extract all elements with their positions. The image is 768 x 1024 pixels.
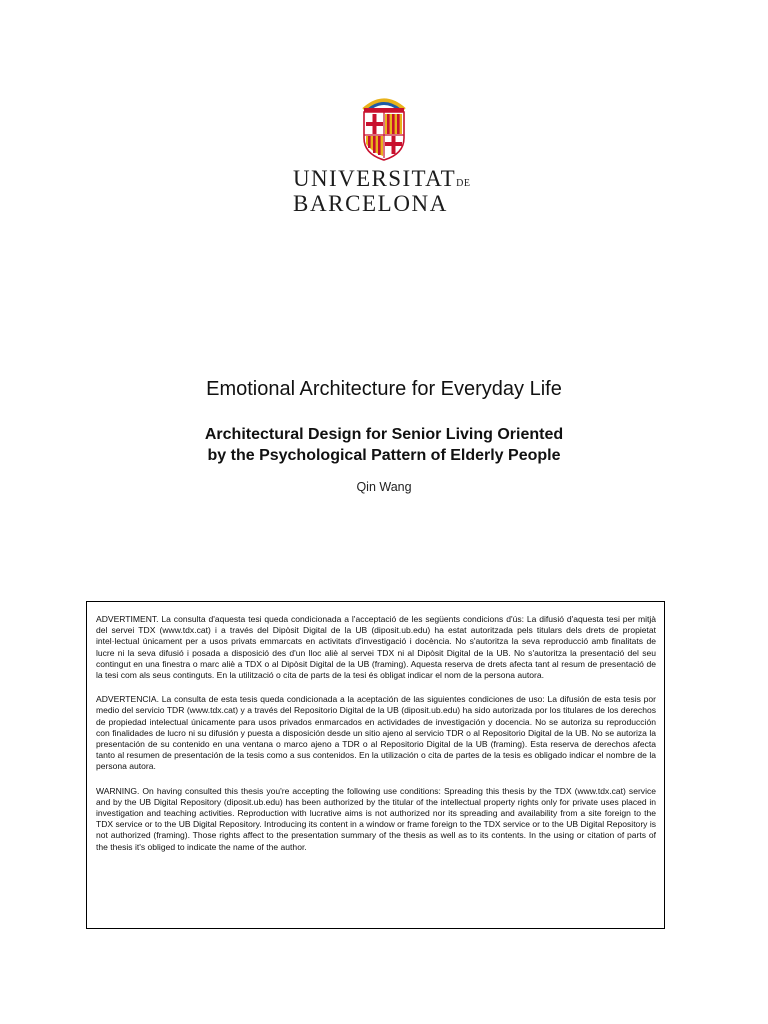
university-logo	[0, 86, 768, 216]
copyright-notice-box	[86, 601, 665, 929]
thesis-subtitle-line2: by the Psychological Pattern of Elderly People	[207, 447, 561, 464]
university-name-line1	[293, 166, 493, 192]
notice-english: WARNING. On having consulted this thesis you're accepting the following use conditions: Spreading this thesis by the TDX (www.tdx.cat) service and by the UB Digital Repository (diposit.ub.edu) has been authorized by the titular of the intellectual property rights only for private uses placed in investigation and teaching activities. Reproduction with lucrative aims is not authorized nor its spreading and availability from a site foreign to the TDX service or to the UB Digital Repository. Introducing its content in a window or frame foreign to the TDX service or to the UB Digital Repository is not authorized (framing). Those rights affect to the presentation summary of the thesis as well as to its contents. In the using or citation of parts of the thesis it's obliged to indicate the name of the author.	[96, 785, 656, 852]
thesis-title: Emotional Architecture for Everyday Life	[206, 378, 562, 400]
university-crest-icon	[358, 94, 410, 162]
university-name-de: DE	[456, 178, 471, 189]
notice-catalan: ADVERTIMENT. La consulta d'aquesta tesi queda condicionada a l'acceptació de les següents condicions d'ús: La difusió d'aquesta tesi per mitjà del servei TDX (www.tdx.cat) i a través del Dipòsit Digital de la UB (diposit.ub.edu) ha estat autoritzada pels titulars dels drets de propietat intel·lectual únicament per a usos privats emmarcats en activitats d'investigació i docència. No s'autoritza la seva reproducció amb finalitats de lucre ni la seva difusió i posada a disposició des d'un lloc aliè al servei TDX ni al Dipòsit Digital de la UB. No s'autoritza la presentació del seu contingut en una finestra o marc aliè a TDX o al Dipòsit Digital de la UB (framing). Aquesta reserva de drets afecta tant al resum de presentació de la tesi com als seus continguts. En la utilització o cita de parts de la tesi és obligat indicar el nom de la persona autora.	[96, 614, 656, 681]
university-name-word: UNIVERSITAT	[293, 166, 457, 191]
thesis-subtitle	[0, 424, 768, 466]
university-name-line2: BARCELONA	[293, 191, 448, 216]
thesis-subtitle-line1: Architectural Design for Senior Living Oriented	[204, 426, 564, 443]
notice-spanish: ADVERTENCIA. La consulta de esta tesis queda condicionada a la aceptación de las siguientes condiciones de uso: La difusión de esta tesis por medio del servicio TDR (www.tdx.cat) y a través del Repositorio Digital de la UB (diposit.ub.edu) ha sido autorizada por los titulares de los derechos de propiedad intelectual únicamente para usos privados enmarcados en actividades de investigación y docencia. No se autoriza su reproducción con finalidades de lucro ni su difusión y puesta a disposición desde un sitio ajeno al servicio TDR o al Repositorio Digital de la UB. No se autoriza la presentación de su contenido en una ventana o marco ajeno a TDR o al Repositorio Digital de la UB (framing). Esta reserva de derechos afecta tanto al resumen de presentación de la tesis como a sus contenidos. En la utilización o cita de partes de la tesis es obligado indicar el nombre de la persona autora.	[96, 694, 656, 772]
thesis-author: Qin Wang	[356, 480, 412, 494]
